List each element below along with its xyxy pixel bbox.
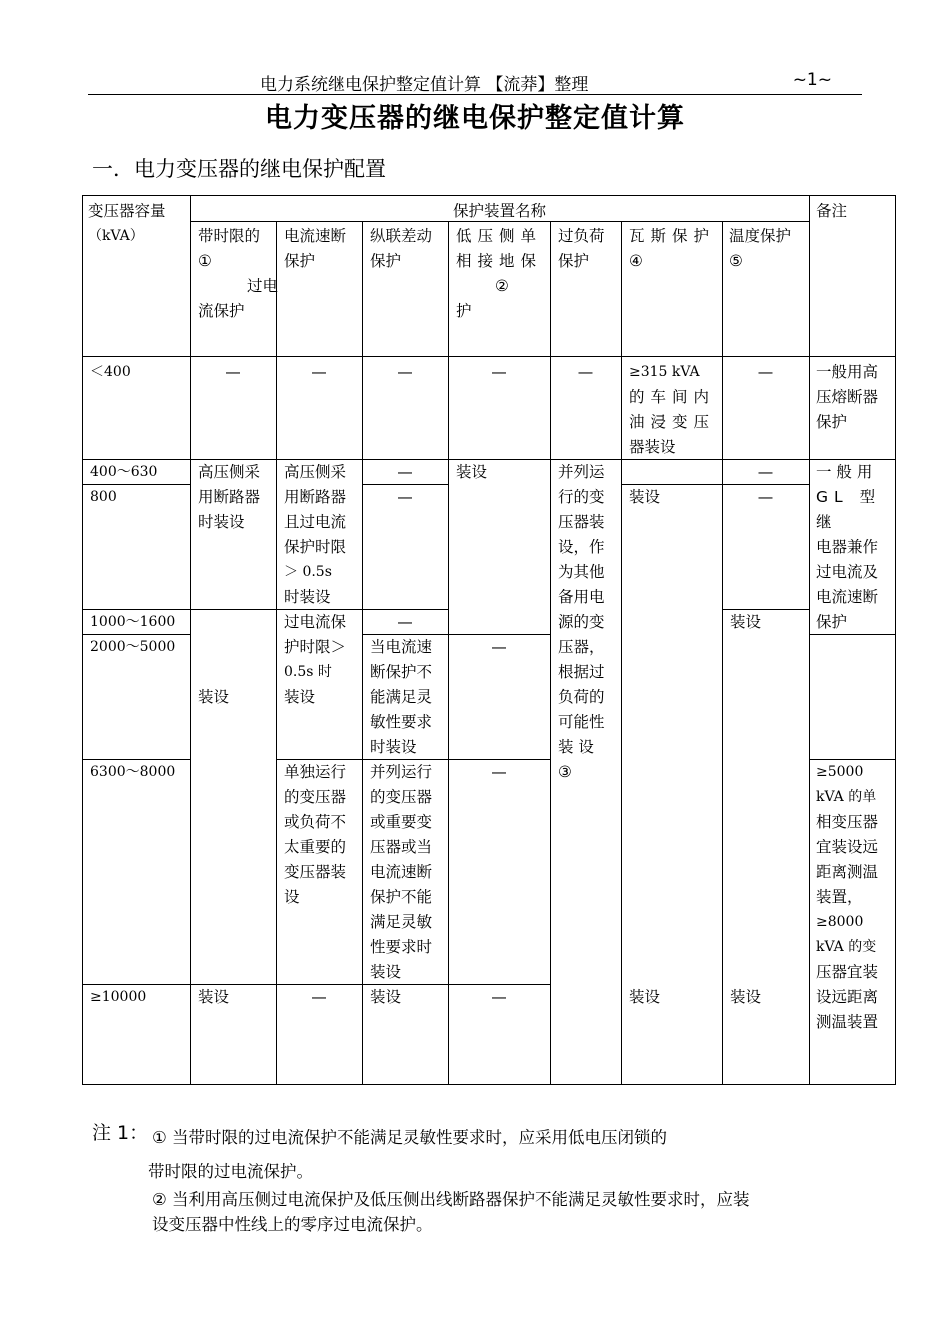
diff-2000-5000 <box>370 635 452 760</box>
remark-6300-10000-line: 设远距离 <box>816 988 879 1006</box>
remark-400-1600-line: 一 般 用 <box>816 463 873 481</box>
overload-merged-line: 压器装 <box>558 513 605 531</box>
diff-6300-line: 性要求时 <box>370 938 433 956</box>
remark-lt400 <box>816 360 898 435</box>
row-label-lt400: ＜400 <box>90 364 131 380</box>
remark-400-1600-line: 电器兼作 <box>816 538 879 556</box>
col-gas <box>629 224 721 274</box>
row-label-ge10000: ≥10000 <box>90 989 147 1005</box>
dash-cell: — <box>757 463 774 481</box>
remark-lt400-line: 压熔断器 <box>816 388 879 406</box>
remark-lt400-line: 保护 <box>816 413 848 431</box>
page-title: 电力变压器的继电保护整定值计算 <box>265 103 685 134</box>
dash-cell: — <box>397 463 413 481</box>
col-instant-overcurrent <box>284 224 364 274</box>
col-lv-ground-line: ② <box>495 277 509 295</box>
col-gas-line: ④ <box>629 252 643 270</box>
diff-6300-line: 的变压器 <box>370 788 433 806</box>
gas-lt400-line: 的车间内 <box>629 388 716 406</box>
dash-cell: — <box>757 363 774 381</box>
timed-400-800-line: 时装设 <box>198 513 245 531</box>
instant-6300-line: 的变压器 <box>284 788 347 806</box>
remark-6300-10000-line: 测温装置 <box>816 1013 879 1031</box>
overload-merged-line: 装 设 <box>558 738 594 756</box>
note-2-line-1: ② 当利用高压侧过电流保护及低压侧出线断路器保护不能满足灵敏性要求时，应装 <box>152 1190 750 1209</box>
overload-merged-line: 设，作 <box>558 538 605 556</box>
diff-6300-line: 压器或当 <box>370 838 433 856</box>
col-lv-ground-line: 低压侧单 <box>456 227 543 245</box>
table-rule <box>722 221 723 1085</box>
diff-6300-line: 电流速断 <box>370 863 433 881</box>
table-rule <box>276 221 277 1085</box>
note-1-line-2: 带时限的过电流保护。 <box>148 1162 313 1181</box>
col-gas-line: 瓦斯保护 <box>629 227 716 245</box>
note-1-line-1: ① 当带时限的过电流保护不能满足灵敏性要求时，应采用低电压闭锁的 <box>152 1128 668 1147</box>
diff-2000-5000-line: 能满足灵 <box>370 688 433 706</box>
col-timed-overcurrent <box>198 224 278 324</box>
col-timed-overcurrent-line: 流保护 <box>198 302 245 320</box>
diff-6300-line: 或重要变 <box>370 813 433 831</box>
instant-6300-line: 设 <box>284 888 300 906</box>
diff-2000-5000-line: 当电流速 <box>370 638 433 656</box>
remark-6300-10000-line: 压器宜装 <box>816 963 879 981</box>
remark-6300-10000-line: ≥5000 <box>816 764 864 780</box>
install-cell: 装设 <box>629 488 661 506</box>
dash-cell: — <box>397 613 413 631</box>
col-lv-ground <box>456 224 548 324</box>
remark-400-1600-line: 过电流及 <box>816 563 879 581</box>
instant-400-1600-line: 时装设 <box>284 588 331 606</box>
capacity-unit: （kVA） <box>88 228 144 244</box>
col-instant-overcurrent-line: 电流速断 <box>284 227 347 245</box>
overload-merged-line: 行的变 <box>558 488 605 506</box>
remark-400-1600 <box>816 460 898 635</box>
header-title: 电力系统继电保护整定值计算 【流莽】整理 <box>260 75 589 95</box>
diff-6300 <box>370 760 452 985</box>
remark-400-1600-line: GL 型继 <box>816 488 882 531</box>
overload-merged-line: 压器， <box>558 638 605 656</box>
remark-6300-10000-line: 宜装设远 <box>816 838 879 856</box>
remark-400-1600-line: 电流速断 <box>816 588 879 606</box>
timed-400-800-line: 高压侧采 <box>198 463 261 481</box>
table-rule <box>809 195 810 1085</box>
gas-lt400-line: 油浸变压 <box>629 413 716 431</box>
col-timed-overcurrent-line: ① <box>198 252 212 270</box>
dash-cell: — <box>491 988 507 1006</box>
note-2-line-2: 设变压器中性线上的零序过电流保护。 <box>152 1215 433 1234</box>
diff-6300-line: 并列运行 <box>370 763 433 781</box>
overload-merged-line: ③ <box>558 763 572 781</box>
remark-6300-10000-line: 相变压器 <box>816 813 879 831</box>
diff-6300-line: 满足灵敏 <box>370 913 433 931</box>
remark-lt400-line: 一般用高 <box>816 363 879 381</box>
dash-cell: — <box>311 363 327 381</box>
instant-400-1600-line: 保护时限 <box>284 538 347 556</box>
diff-2000-5000-line: 时装设 <box>370 738 417 756</box>
instant-400-1600 <box>284 460 366 610</box>
overload-merged-line: 根据过 <box>558 663 605 681</box>
col-overload-line: 保护 <box>558 252 590 270</box>
timed-400-800-line: 用断路器 <box>198 488 261 506</box>
remark-header: 备注 <box>816 202 848 220</box>
remark-6300-10000-line: kVA 的变 <box>816 939 877 955</box>
capacity-header: 变压器容量 <box>88 202 166 220</box>
dash-cell: — <box>491 638 507 656</box>
install-cell: 装设 <box>629 988 661 1006</box>
instant-1000-5000-line: 护时限＞ <box>284 638 347 656</box>
install-cell: 装设 <box>456 463 488 481</box>
instant-400-1600-line: 高压侧采 <box>284 463 347 481</box>
instant-400-1600-line: ＞ 0.5s <box>284 564 332 580</box>
gas-lt400-line: 器装设 <box>629 438 676 456</box>
table-rule <box>190 195 191 1085</box>
table-rule <box>82 195 83 1085</box>
remark-6300-10000 <box>816 760 898 1035</box>
col-instant-overcurrent-line: 保护 <box>284 252 316 270</box>
protection-header: 保护装置名称 <box>452 202 546 220</box>
instant-6300-line: 变压器装 <box>284 863 347 881</box>
instant-1000-5000 <box>284 610 366 710</box>
dash-cell: — <box>491 363 507 381</box>
dash-cell: — <box>757 488 774 506</box>
install-cell: 装设 <box>198 688 230 706</box>
col-lv-ground-line: 护 <box>456 302 472 320</box>
note-label: 注 1： <box>92 1122 149 1144</box>
instant-400-1600-line: 用断路器 <box>284 488 347 506</box>
remark-400-1600-line: 保护 <box>816 613 848 631</box>
table-rule <box>190 609 277 610</box>
col-overload <box>558 224 622 274</box>
col-temperature-line: ⑤ <box>729 252 743 270</box>
row-label-r2000_5000: 2000～5000 <box>90 639 176 655</box>
overload-merged-line: 并列运 <box>558 463 605 481</box>
overload-merged-line: 为其他 <box>558 563 605 581</box>
col-differential-line: 纵联差动 <box>370 227 433 245</box>
instant-6300 <box>284 760 366 910</box>
gas-lt400-line: ≥315 kVA <box>629 364 700 380</box>
table-rule <box>82 356 896 357</box>
col-lv-ground-line: 相接地保 <box>456 252 543 270</box>
instant-1000-5000-line: 0.5s 时 <box>284 664 332 680</box>
instant-1000-5000-line: 装设 <box>284 688 316 706</box>
section-heading: 一．电力变压器的继电保护配置 <box>92 157 386 181</box>
col-overload-line: 过负荷 <box>558 227 605 245</box>
running-header <box>88 68 862 95</box>
remark-6300-10000-line: 距离测温 <box>816 863 879 881</box>
col-temperature-line: 温度保护 <box>729 227 792 245</box>
table-rule <box>82 1084 896 1085</box>
diff-2000-5000-line: 敏性要求 <box>370 713 433 731</box>
diff-6300-line: 装设 <box>370 963 402 981</box>
page-number: ~1~ <box>792 70 832 90</box>
install-cell: 装设 <box>198 988 230 1006</box>
col-timed-overcurrent-line: 过电 <box>246 277 278 295</box>
row-label-r6300_8000: 6300～8000 <box>90 764 176 780</box>
remark-6300-10000-line: ≥8000 <box>816 914 864 930</box>
dash-cell: — <box>225 363 241 381</box>
instant-6300-line: 太重要的 <box>284 838 347 856</box>
diff-6300-line: 保护不能 <box>370 888 433 906</box>
col-differential <box>370 224 450 274</box>
overload-merged-line: 源的变 <box>558 613 605 631</box>
instant-400-1600-line: 且过电流 <box>284 513 347 531</box>
instant-1000-5000-line: 过电流保 <box>284 613 347 631</box>
dash-cell: — <box>577 363 594 381</box>
col-timed-overcurrent-line: 带时限的 <box>198 227 261 245</box>
overload-merged-line: 可能性 <box>558 713 605 731</box>
row-label-r400_630: 400～630 <box>90 464 158 480</box>
instant-6300-line: 单独运行 <box>284 763 347 781</box>
install-cell: 装设 <box>370 988 402 1006</box>
install-cell: 装设 <box>730 613 762 631</box>
col-differential-line: 保护 <box>370 252 402 270</box>
overload-merged-line: 负荷的 <box>558 688 605 706</box>
overload-merged <box>558 460 622 785</box>
timed-400-800 <box>198 460 280 535</box>
dash-cell: — <box>311 988 327 1006</box>
row-label-r800: 800 <box>90 489 117 505</box>
col-temperature <box>729 224 811 274</box>
overload-merged-line: 备用电 <box>558 588 605 606</box>
table-rule <box>550 221 551 1085</box>
dash-cell: — <box>397 488 413 506</box>
dash-cell: — <box>491 763 507 781</box>
dash-cell: — <box>397 363 413 381</box>
remark-6300-10000-line: 装置， <box>816 888 863 906</box>
install-cell: 装设 <box>730 988 762 1006</box>
remark-6300-10000-line: kVA 的单 <box>816 789 877 805</box>
row-label-r1000_1600: 1000～1600 <box>90 614 176 630</box>
instant-6300-line: 或负荷不 <box>284 813 347 831</box>
table-rule <box>82 195 896 196</box>
gas-lt400 <box>629 360 719 460</box>
diff-2000-5000-line: 断保护不 <box>370 663 433 681</box>
